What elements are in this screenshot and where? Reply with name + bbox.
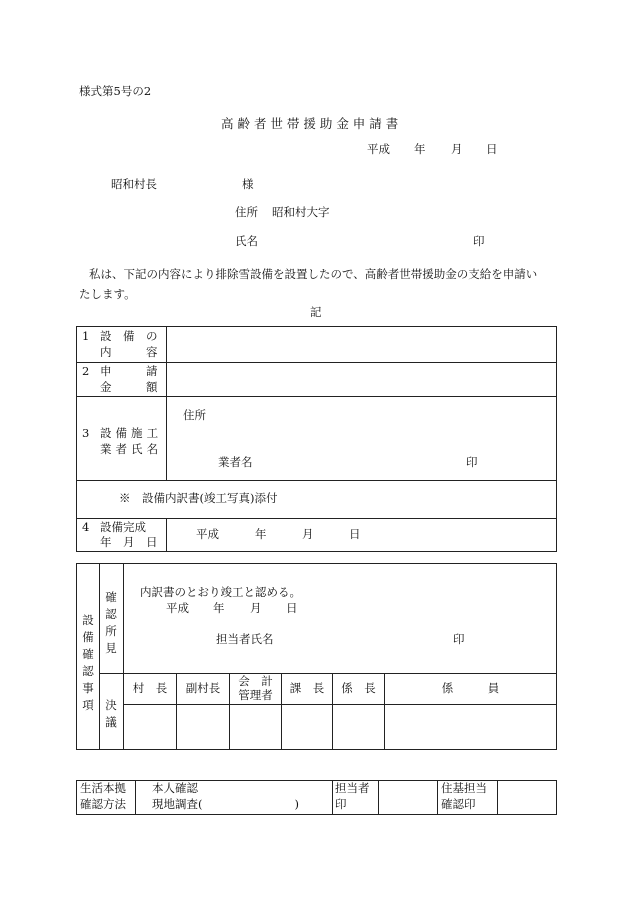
divider	[166, 518, 167, 552]
ki-label: 記	[310, 305, 322, 319]
applicant-seal: 印	[473, 234, 485, 248]
officer-seal: 印	[453, 632, 465, 646]
resident-seal-label-1: 住基担当	[441, 781, 487, 795]
opinion-text: 内訳書のとおり竣工と認める。	[140, 585, 301, 599]
seal-cell[interactable]	[177, 705, 229, 749]
seal-cell[interactable]	[124, 705, 176, 749]
addressee-name: 昭和村長	[111, 177, 157, 191]
row3-label-b: 業者氏名	[100, 442, 163, 456]
divider	[437, 780, 438, 815]
row4-label-b: 年 月 日	[100, 535, 158, 549]
col-subsection-chief: 係 長	[341, 681, 376, 695]
row4-label-a: 設備完成	[100, 520, 146, 534]
applicant-address-label: 住所	[235, 205, 258, 219]
divider	[166, 326, 167, 480]
officer-seal-label-2: 印	[335, 797, 347, 811]
body-text-line1: 私は、下記の内容により排除雪設備を設置したので、高齢者世帯援助金の支給を申請い	[89, 267, 538, 281]
opinion-date-month: 月	[250, 601, 262, 615]
col-staff: 係 員	[441, 681, 500, 695]
row2-num: 2	[82, 364, 90, 378]
row2-label-a: 申 請	[100, 364, 158, 378]
row4-num: 4	[82, 520, 90, 534]
addressee-honorific: 様	[242, 177, 254, 191]
col-accountant: 会 計 管理者	[238, 674, 273, 702]
resident-seal-label-2: 確認印	[441, 797, 476, 811]
body-text-line2: たします。	[79, 287, 136, 301]
col-deputy-head: 副村長	[185, 681, 221, 695]
seal-cell[interactable]	[385, 705, 556, 749]
row1-label-b: 内 容	[100, 345, 158, 359]
date-era: 平成	[367, 142, 390, 156]
row3-num: 3	[82, 426, 90, 440]
divider	[135, 780, 136, 815]
row4-year: 年	[255, 527, 267, 541]
opinion-label: 確認所見	[105, 590, 117, 655]
divider	[76, 480, 557, 481]
opinion-date-era: 平成	[166, 601, 189, 615]
divider	[76, 362, 557, 363]
row3-seal: 印	[466, 455, 478, 469]
seal-cell[interactable]	[230, 705, 281, 749]
opinion-date-year: 年	[213, 601, 225, 615]
option-self-confirm[interactable]: 本人確認	[152, 781, 198, 795]
row3-company-label: 業者名	[218, 455, 253, 469]
page-title: 高 齢 者 世 帯 援 助 金 申 請 書	[221, 116, 399, 131]
officer-seal-cell[interactable]	[379, 781, 437, 814]
row4-day: 日	[349, 527, 361, 541]
col-section-chief: 課 長	[289, 681, 325, 695]
applicant-address-value: 昭和村大字	[272, 205, 330, 219]
seal-cell[interactable]	[333, 705, 384, 749]
option-site-survey[interactable]: 現地調査( )	[152, 797, 299, 811]
row3-address-label: 住所	[183, 408, 206, 422]
seal-cell[interactable]	[282, 705, 332, 749]
row1-label-a: 設 備 の	[100, 329, 158, 343]
divider	[99, 673, 557, 674]
officer-label: 担当者氏名	[216, 632, 274, 646]
row4-era: 平成	[196, 527, 219, 541]
opinion-date-day: 日	[286, 601, 298, 615]
row2-label-b: 金 額	[100, 380, 158, 394]
date-month: 月	[451, 142, 463, 156]
attachment-note: ※ 設備内訳書(竣工写真)添付	[119, 491, 278, 505]
divider	[99, 563, 100, 750]
officer-seal-label-1: 担当者	[335, 781, 370, 795]
date-year: 年	[414, 142, 426, 156]
method-label-2: 確認方法	[80, 797, 126, 811]
form-number: 様式第5号の2	[79, 84, 152, 98]
applicant-name-label: 氏名	[235, 234, 258, 248]
row4-month: 月	[302, 527, 314, 541]
approval-label: 決議	[105, 698, 117, 729]
row3-label-a: 設備施工	[100, 426, 163, 440]
divider	[332, 780, 333, 815]
resident-seal-cell[interactable]	[498, 781, 556, 814]
date-day: 日	[486, 142, 498, 156]
row1-num: 1	[82, 329, 90, 343]
divider	[76, 396, 557, 397]
confirm-side-label: 設備確認事項	[82, 613, 94, 712]
divider	[76, 518, 557, 519]
col-village-head: 村 長	[132, 681, 168, 695]
method-label-1: 生活本拠	[80, 781, 126, 795]
